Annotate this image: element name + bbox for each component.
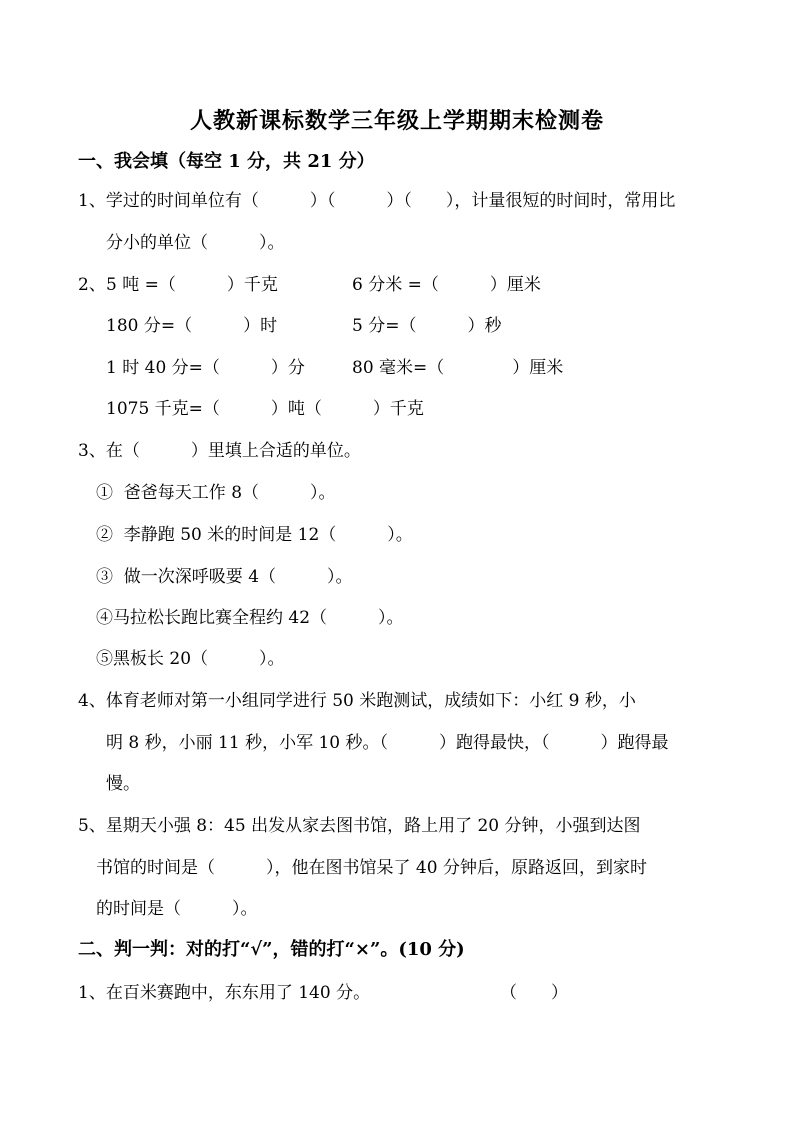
question-2-item-4: 5 分=（ ）秒: [352, 316, 502, 336]
question-4-line-3: 慢。: [106, 774, 140, 794]
question-3-item-2: ② 李静跑 50 米的时间是 12（ ）。: [96, 525, 413, 545]
section-1-heading: 一、我会填（每空 1 分，共 21 分）: [78, 151, 375, 172]
question-1-line-1: 1、学过的时间单位有（ ）（ ）（ ），计量很短的时间时，常用比: [78, 191, 676, 211]
question-2-item-6: 80 毫米=（ ）厘米: [352, 358, 564, 378]
question-3-item-1: ① 爸爸每天工作 8（ ）。: [96, 483, 336, 503]
question-2-item-2: 6 分米 =（ ）厘米: [352, 275, 541, 295]
question-2-item-1: 5 吨 =（ ）千克: [106, 275, 278, 295]
judge-question-1-answer-blank: （ ）: [500, 983, 568, 1003]
question-3-item-3: ③ 做一次深呼吸要 4（ ）。: [96, 567, 353, 587]
section-2-heading: 二、判一判：对的打“√”，错的打“×”。(10 分): [78, 939, 465, 960]
question-4-line-1: 4、体育老师对第一小组同学进行 50 米跑测试，成绩如下：小红 9 秒，小: [78, 691, 636, 711]
question-2-item-5: 1 时 40 分=（ ）分: [106, 358, 305, 378]
page-title: 人教新课标数学三年级上学期期末检测卷: [189, 108, 604, 134]
question-2-item-3: 180 分=（ ）时: [106, 316, 278, 336]
question-1-line-2: 分小的单位（ ）。: [106, 233, 285, 253]
question-2-prefix: 2、: [78, 275, 106, 295]
question-4-line-2: 明 8 秒，小丽 11 秒，小军 10 秒。（ ）跑得最快，（ ）跑得最: [106, 733, 669, 753]
question-3-item-4: ④马拉松长跑比赛全程约 42（ ）。: [96, 608, 404, 628]
judge-question-1-text: 1、在百米赛跑中，东东用了 140 分。: [78, 983, 371, 1003]
question-3-intro: 3、在（ ）里填上合适的单位。: [78, 441, 361, 461]
question-5-line-3: 的时间是（ ）。: [96, 899, 258, 919]
question-5-line-1: 5、星期天小强 8：45 出发从家去图书馆，路上用了 20 分钟，小强到达图: [78, 816, 641, 836]
question-5-line-2: 书馆的时间是（ ），他在图书馆呆了 40 分钟后，原路返回，到家时: [96, 858, 647, 878]
question-3-item-5: ⑤黑板长 20（ ）。: [96, 649, 285, 669]
question-2-item-7: 1075 千克=（ ）吨（ ）千克: [106, 399, 424, 419]
